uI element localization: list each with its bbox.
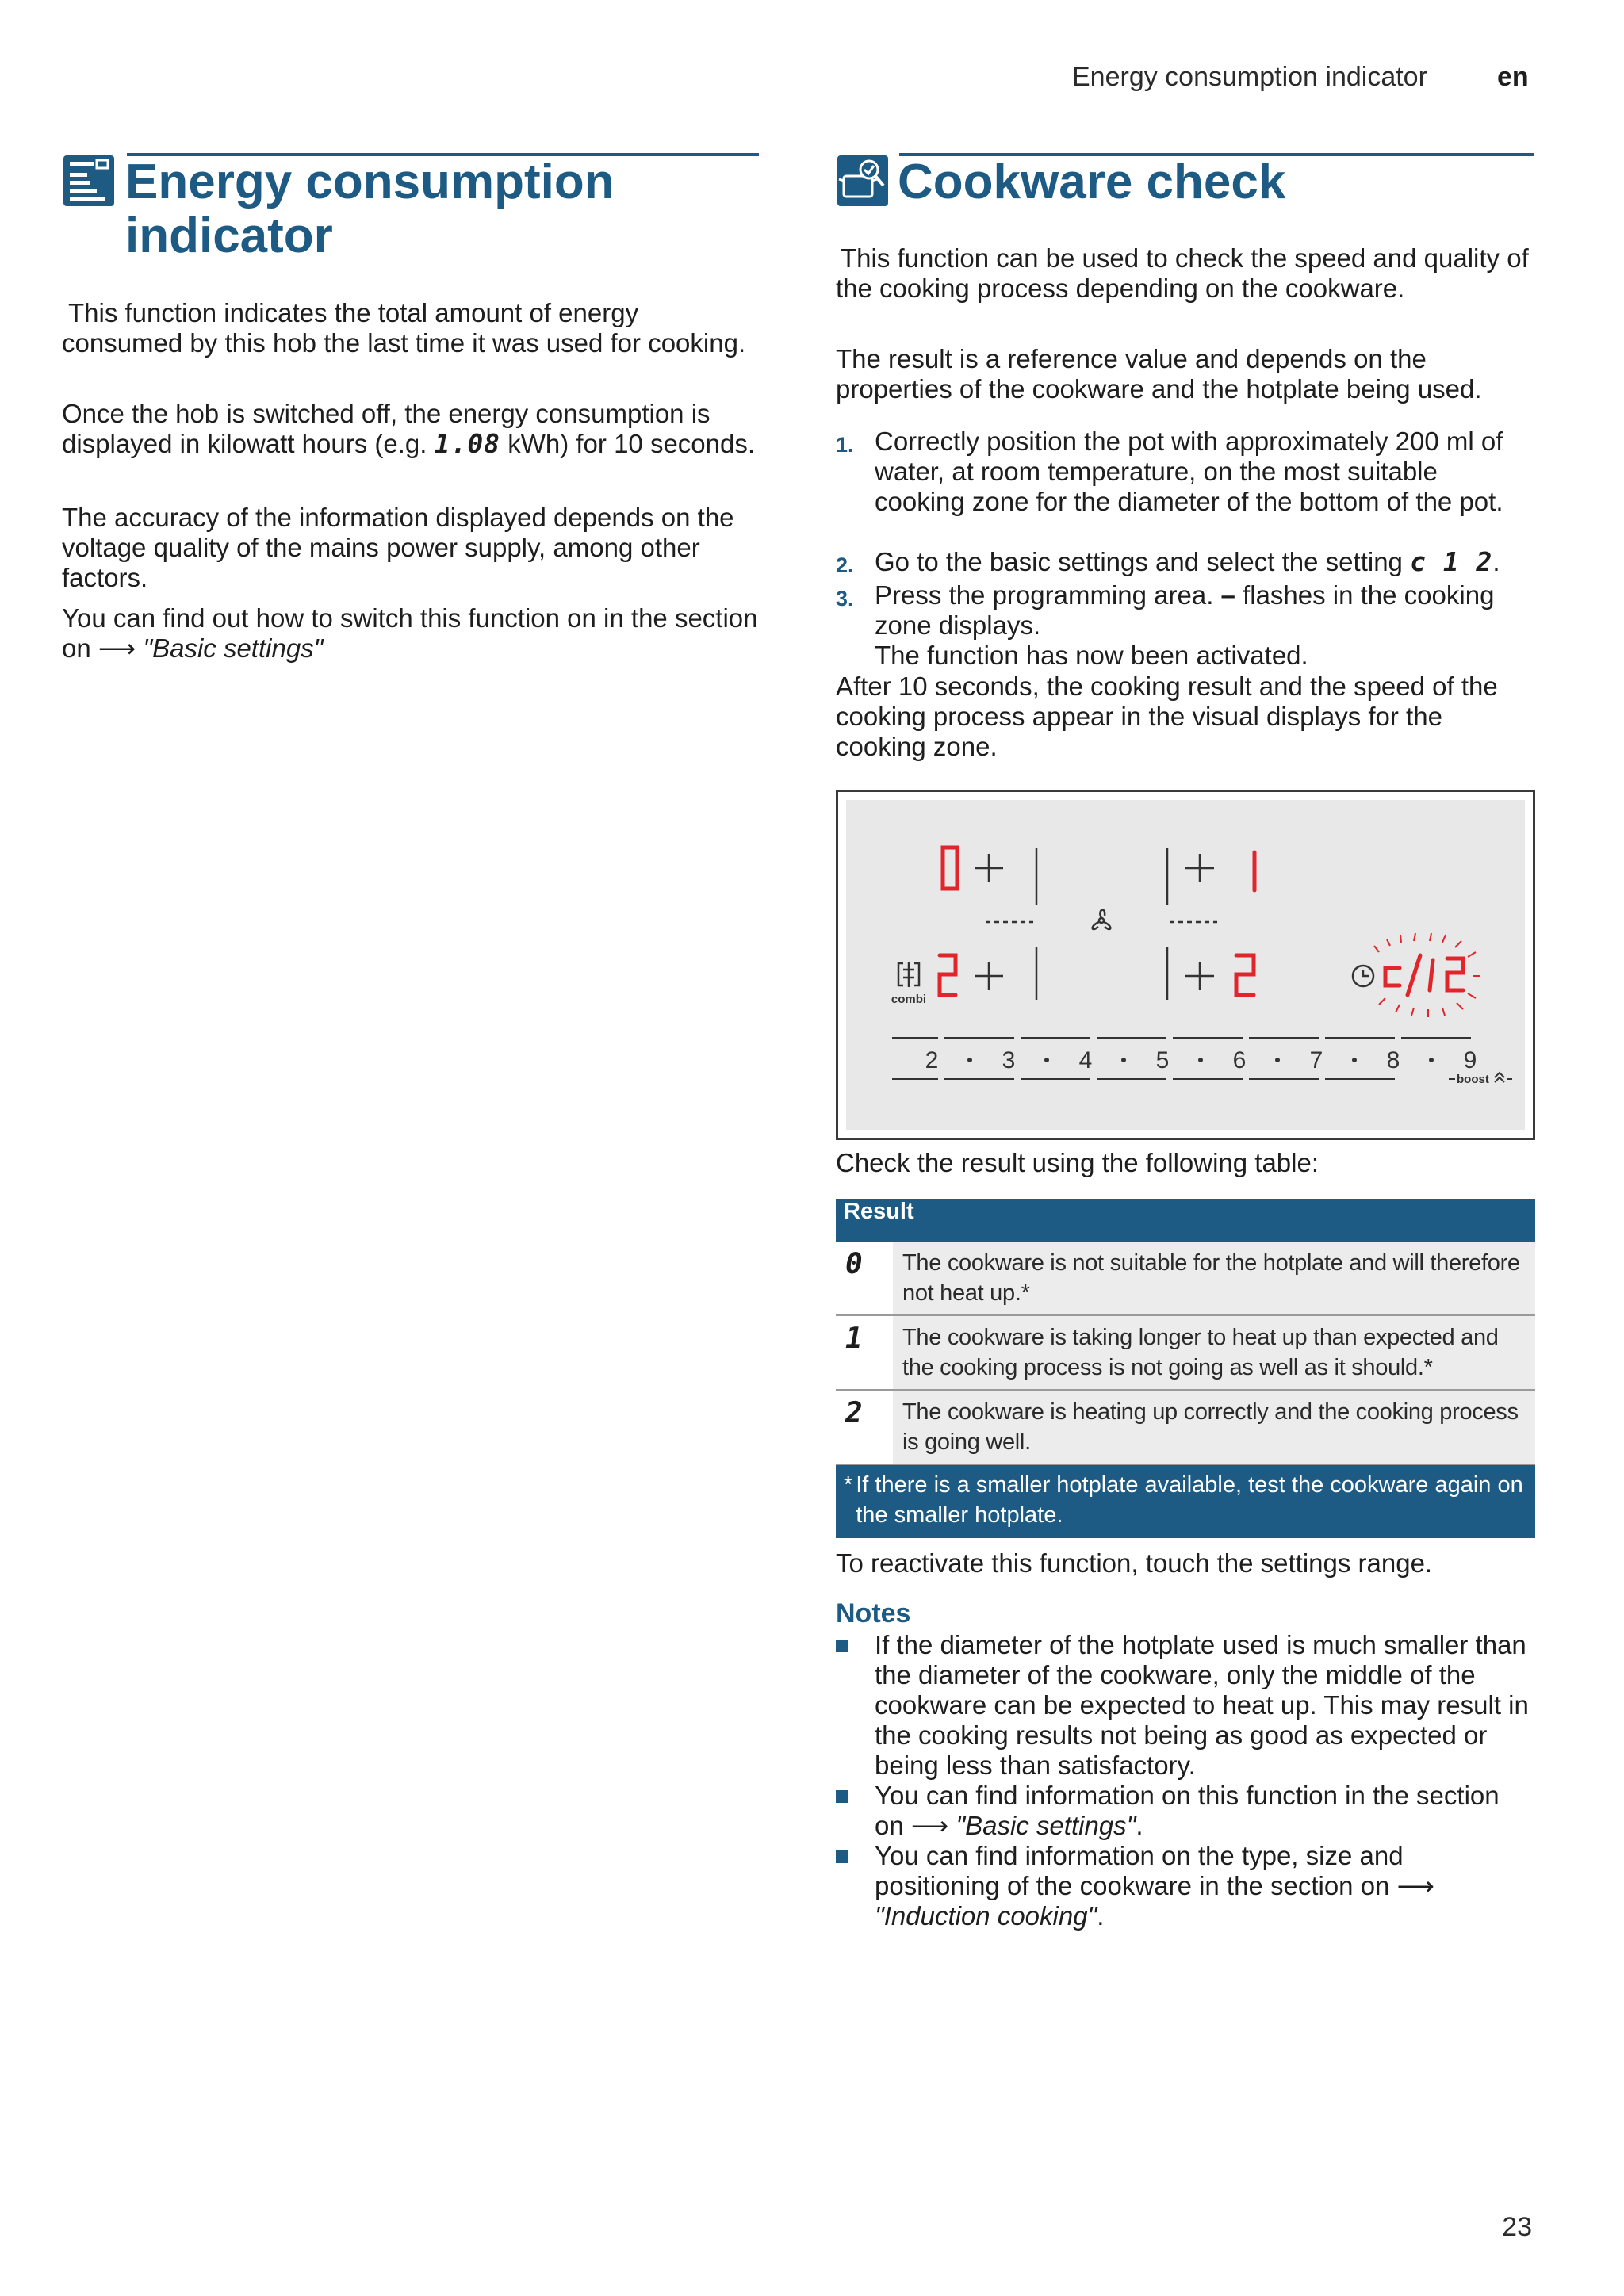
- arrow-icon: ⟶: [98, 633, 136, 663]
- notes-list: [836, 1630, 1534, 1931]
- setting-code: c 1 2: [1410, 546, 1493, 577]
- energy-paragraph-2: Once the hob is switched off, the energy consumption is displayed in kilowatt hours (e.g. 1.08 kWh) for 10 seconds.: [62, 399, 756, 459]
- scale-6: 6: [1232, 1047, 1247, 1073]
- table-row: [836, 1242, 1535, 1315]
- reactivate-text: To reactivate this function, touch the settings range.: [836, 1548, 1433, 1578]
- energy-meter-icon: [63, 155, 114, 206]
- timer-icon: [1353, 966, 1373, 986]
- fan-icon: [1093, 910, 1111, 929]
- cookware-paragraph-2: The result is a reference value and depends on the properties of the cookware and the hotplate being used.: [836, 344, 1482, 404]
- zone-digit-2-right: [1236, 955, 1254, 995]
- result-symbol: 1: [836, 1315, 893, 1390]
- note-item: You can find information on this function in the section on ⟶ "Basic settings".: [836, 1781, 1534, 1841]
- energy-paragraph-3: The accuracy of the information displayed depends on the voltage quality of the mains power supply, among other factors.: [62, 503, 734, 592]
- result-symbol: 2: [836, 1390, 893, 1464]
- combi-label: combi: [891, 993, 927, 1006]
- basic-settings-link[interactable]: "Basic settings": [143, 633, 324, 663]
- section-title-energy: Energy consumption indicator: [125, 155, 615, 263]
- step-3: 3. Press the programming area. – flashes in the cooking zone displays. The function has now been activated.: [836, 580, 1534, 671]
- step-3-result: The function has now been activated.: [875, 641, 1308, 670]
- scale-3: 3: [1002, 1047, 1016, 1073]
- check-result-text: Check the result using the following table:: [836, 1148, 1320, 1177]
- flash-rays-icon: [1374, 933, 1480, 1017]
- table-row: [836, 1390, 1535, 1464]
- table-row: [836, 1315, 1535, 1390]
- result-table: [836, 1199, 1535, 1538]
- step-1: 1. Correctly position the pot with approximately 200 ml of water, at room temperature, on the most suitable cooking zone for the diameter of the bottom of the pot.: [836, 427, 1503, 516]
- timer-display-c12: [1385, 955, 1463, 995]
- hob-display-illustration: [846, 800, 1525, 1130]
- step-2: 2. Go to the basic settings and select the setting c 1 2.: [836, 546, 1500, 577]
- zone-digit-2-left: [940, 955, 956, 995]
- cookware-paragraph-1: This function can be used to check the speed and quality of the cooking process depending on the cookware.: [836, 243, 1529, 303]
- induction-cooking-link[interactable]: "Induction cooking": [875, 1901, 1097, 1931]
- scale-4: 4: [1078, 1047, 1093, 1073]
- display-example: 1.08: [434, 428, 501, 459]
- table-footnote: * If there is a smaller hotplate available, test the cookware again on the smaller hotplate.: [836, 1464, 1535, 1538]
- cookware-paragraph-after-steps: After 10 seconds, the cooking result and the speed of the cooking process appear in the visual displays for the cooking zone.: [836, 672, 1498, 761]
- section-title-cookware: Cookware check: [898, 155, 1286, 209]
- result-text: The cookware is not suitable for the hotplate and will therefore not heat up.*: [893, 1242, 1535, 1315]
- note-item: You can find information on the type, size and positioning of the cookware in the section on ⟶ "Induction cooking".: [836, 1841, 1534, 1931]
- scale-2: 2: [925, 1047, 939, 1073]
- arrow-icon: ⟶: [910, 1811, 949, 1840]
- cookware-check-icon: [837, 155, 888, 206]
- scale-8: 8: [1386, 1047, 1400, 1073]
- arrow-icon: ⟶: [1396, 1871, 1434, 1900]
- dash-symbol: –: [1220, 580, 1235, 610]
- result-text: The cookware is heating up correctly and the cooking process is going well.: [893, 1390, 1535, 1464]
- boost-label: boost: [1457, 1073, 1489, 1086]
- zone-digit-0: [943, 848, 957, 889]
- bullet-icon: [836, 1640, 848, 1652]
- bullet-icon: [836, 1790, 848, 1803]
- result-text: The cookware is taking longer to heat up than expected and the cooking process is not going as well as it should.*: [893, 1315, 1535, 1390]
- boost-icon: [1495, 1073, 1512, 1082]
- steps-list: [836, 427, 1534, 670]
- hob-control-panel: [836, 790, 1535, 1140]
- note-item: If the diameter of the hotplate used is much smaller than the diameter of the cookware, only the middle of the cookware can be expected to heat up. This may result in the cooking results not being as good as expected or being less than satisfactory.: [836, 1630, 1534, 1781]
- combi-icon: [898, 962, 919, 987]
- table-header: Result: [836, 1199, 1535, 1242]
- result-symbol: 0: [836, 1242, 893, 1315]
- scale-5: 5: [1155, 1047, 1170, 1073]
- page-number: 23: [1502, 2212, 1532, 2242]
- running-title: Energy consumption indicator: [1072, 62, 1427, 92]
- energy-paragraph-4: You can find out how to switch this function on in the section on ⟶ "Basic settings": [62, 603, 758, 663]
- notes-heading: Notes: [836, 1598, 911, 1628]
- basic-settings-link[interactable]: "Basic settings": [956, 1811, 1136, 1840]
- scale-7: 7: [1309, 1047, 1323, 1073]
- scale-9: 9: [1463, 1047, 1477, 1073]
- energy-paragraph-1: This function indicates the total amount of energy consumed by this hob the last time it was used for cooking.: [62, 298, 746, 358]
- language-code: en: [1497, 62, 1529, 92]
- bullet-icon: [836, 1850, 848, 1863]
